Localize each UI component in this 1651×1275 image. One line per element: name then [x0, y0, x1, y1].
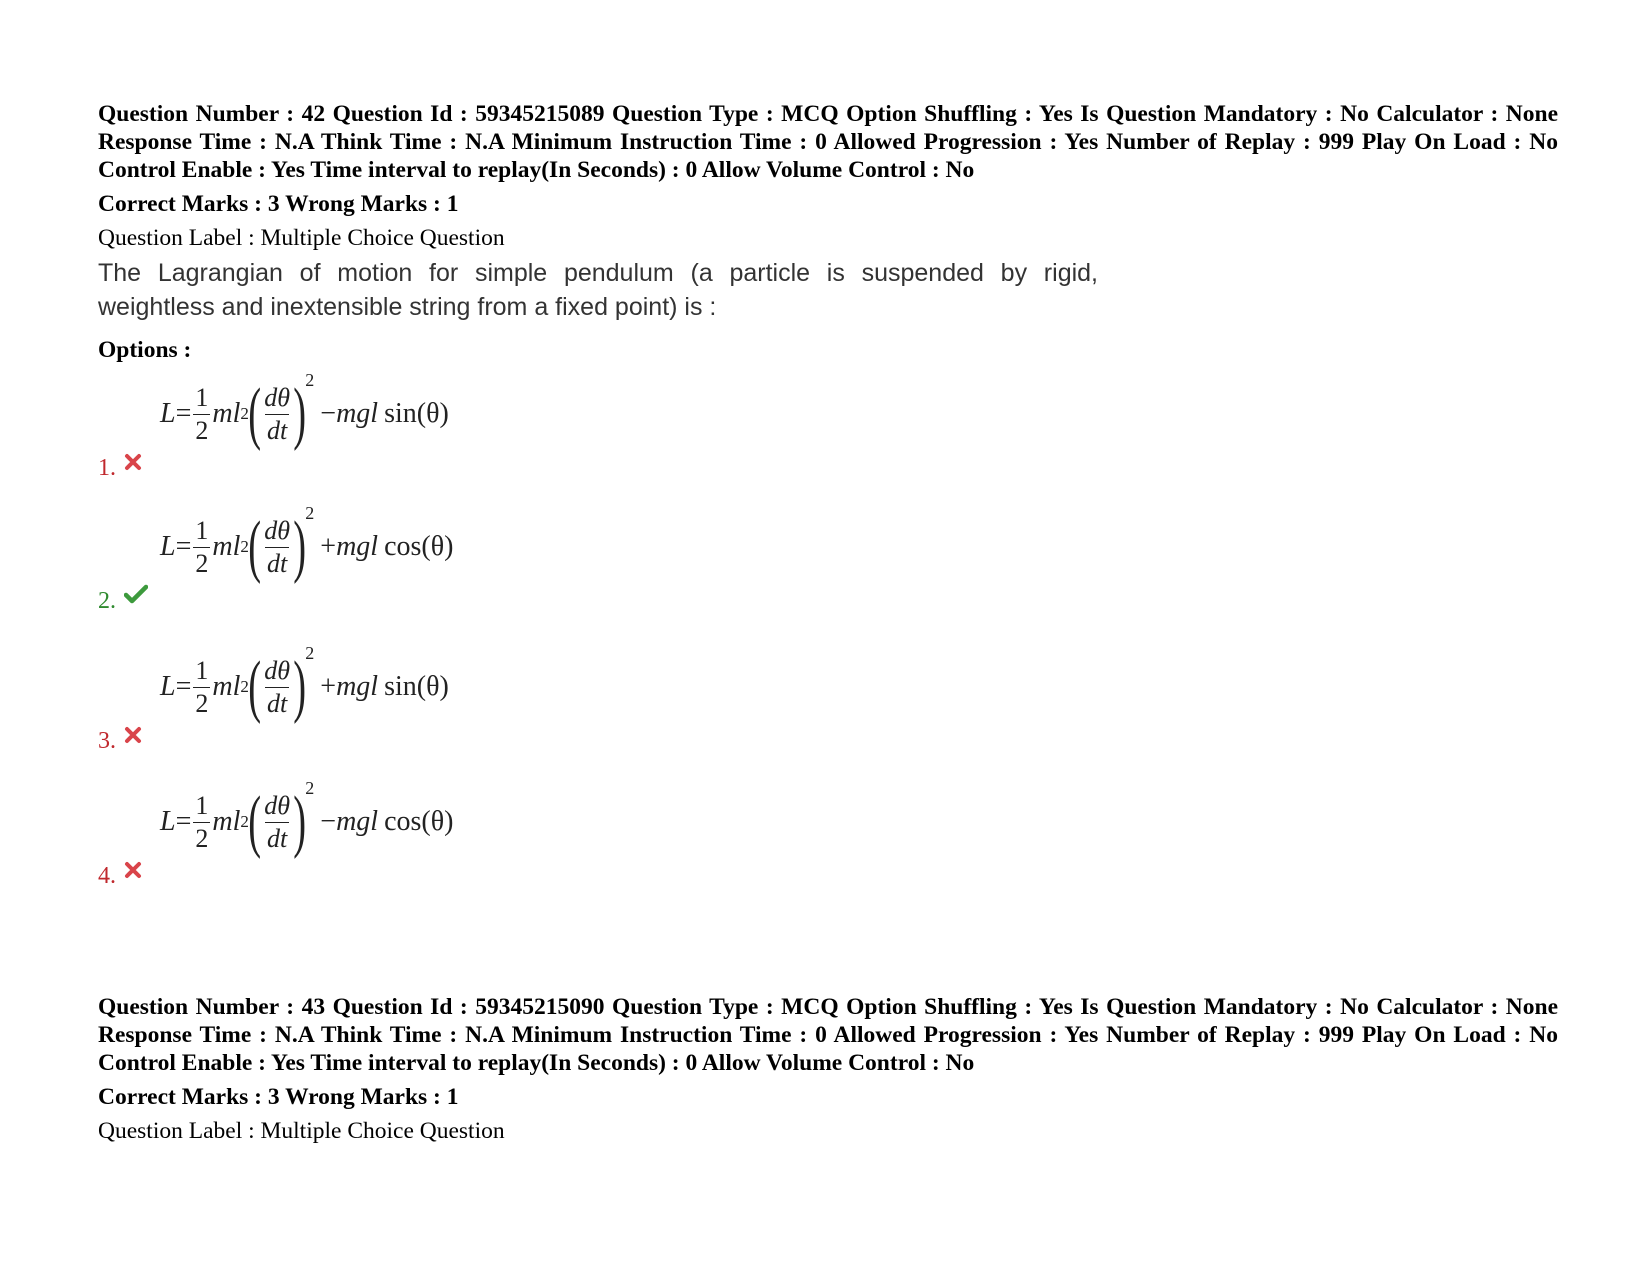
question-marks: Correct Marks : 3 Wrong Marks : 1: [98, 1084, 459, 1110]
question-42-block: [98, 100, 1558, 364]
question-marks: Correct Marks : 3 Wrong Marks : 1: [98, 191, 459, 217]
option-number: 2.: [98, 588, 116, 614]
option-3: [98, 645, 698, 755]
cross-icon: [124, 726, 142, 749]
options-heading: Options :: [98, 337, 192, 363]
cross-icon: [124, 861, 142, 884]
option-formula: L = $\frac{1}{2}$ ml 2 ( $\frac{d\theta}{dt}$ ) 2 + mgl cos(θ): [160, 503, 454, 585]
question-meta: Question Number : 42 Question Id : 59345215089 Question Type : MCQ Option Shuffling : Yes Is Question Mandatory : No Calculator : None Response Time : N.A Think Time : N.A Minimum Instruction Time : 0 Allowed Progression : Yes Number of Replay : 999 Play On Load : No Control Enable : Yes Time interval to replay(In Seconds) : 0 Allow Volume Control : No: [98, 101, 1558, 183]
option-number: 3.: [98, 728, 116, 754]
check-icon: [124, 584, 148, 609]
cross-icon: [124, 453, 142, 476]
option-formula: L = $\frac{1}{2}$ ml 2 ( $\frac{d\theta}{dt}$ ) 2 + mgl sin(θ): [160, 643, 449, 725]
question-43-block: [98, 993, 1558, 1145]
option-formula: L = $\frac{1}{2}$ ml 2 ( $\frac{d\theta}{dt}$ ) 2 − mgl cos(θ): [160, 778, 454, 860]
question-label: Question Label : Multiple Choice Question: [98, 1118, 505, 1144]
option-number: 1.: [98, 455, 116, 481]
question-label: Question Label : Multiple Choice Question: [98, 225, 505, 251]
option-1: [98, 372, 698, 482]
question-meta: Question Number : 43 Question Id : 59345215090 Question Type : MCQ Option Shuffling : Yes Is Question Mandatory : No Calculator : None Response Time : N.A Think Time : N.A Minimum Instruction Time : 0 Allowed Progression : Yes Number of Replay : 999 Play On Load : No Control Enable : Yes Time interval to replay(In Seconds) : 0 Allow Volume Control : No: [98, 994, 1558, 1076]
option-4: [98, 780, 698, 890]
option-2: [98, 505, 698, 615]
option-number: 4.: [98, 863, 116, 889]
question-text: The Lagrangian of motion for simple pendulum (a particle is suspended by rigid, weightless and inextensible string from a fixed point) is :: [98, 259, 1098, 321]
option-formula: L = $\frac{1}{2}$ ml 2 ( $\frac{d\theta}{dt}$ ) 2 − mgl sin(θ): [160, 370, 449, 452]
